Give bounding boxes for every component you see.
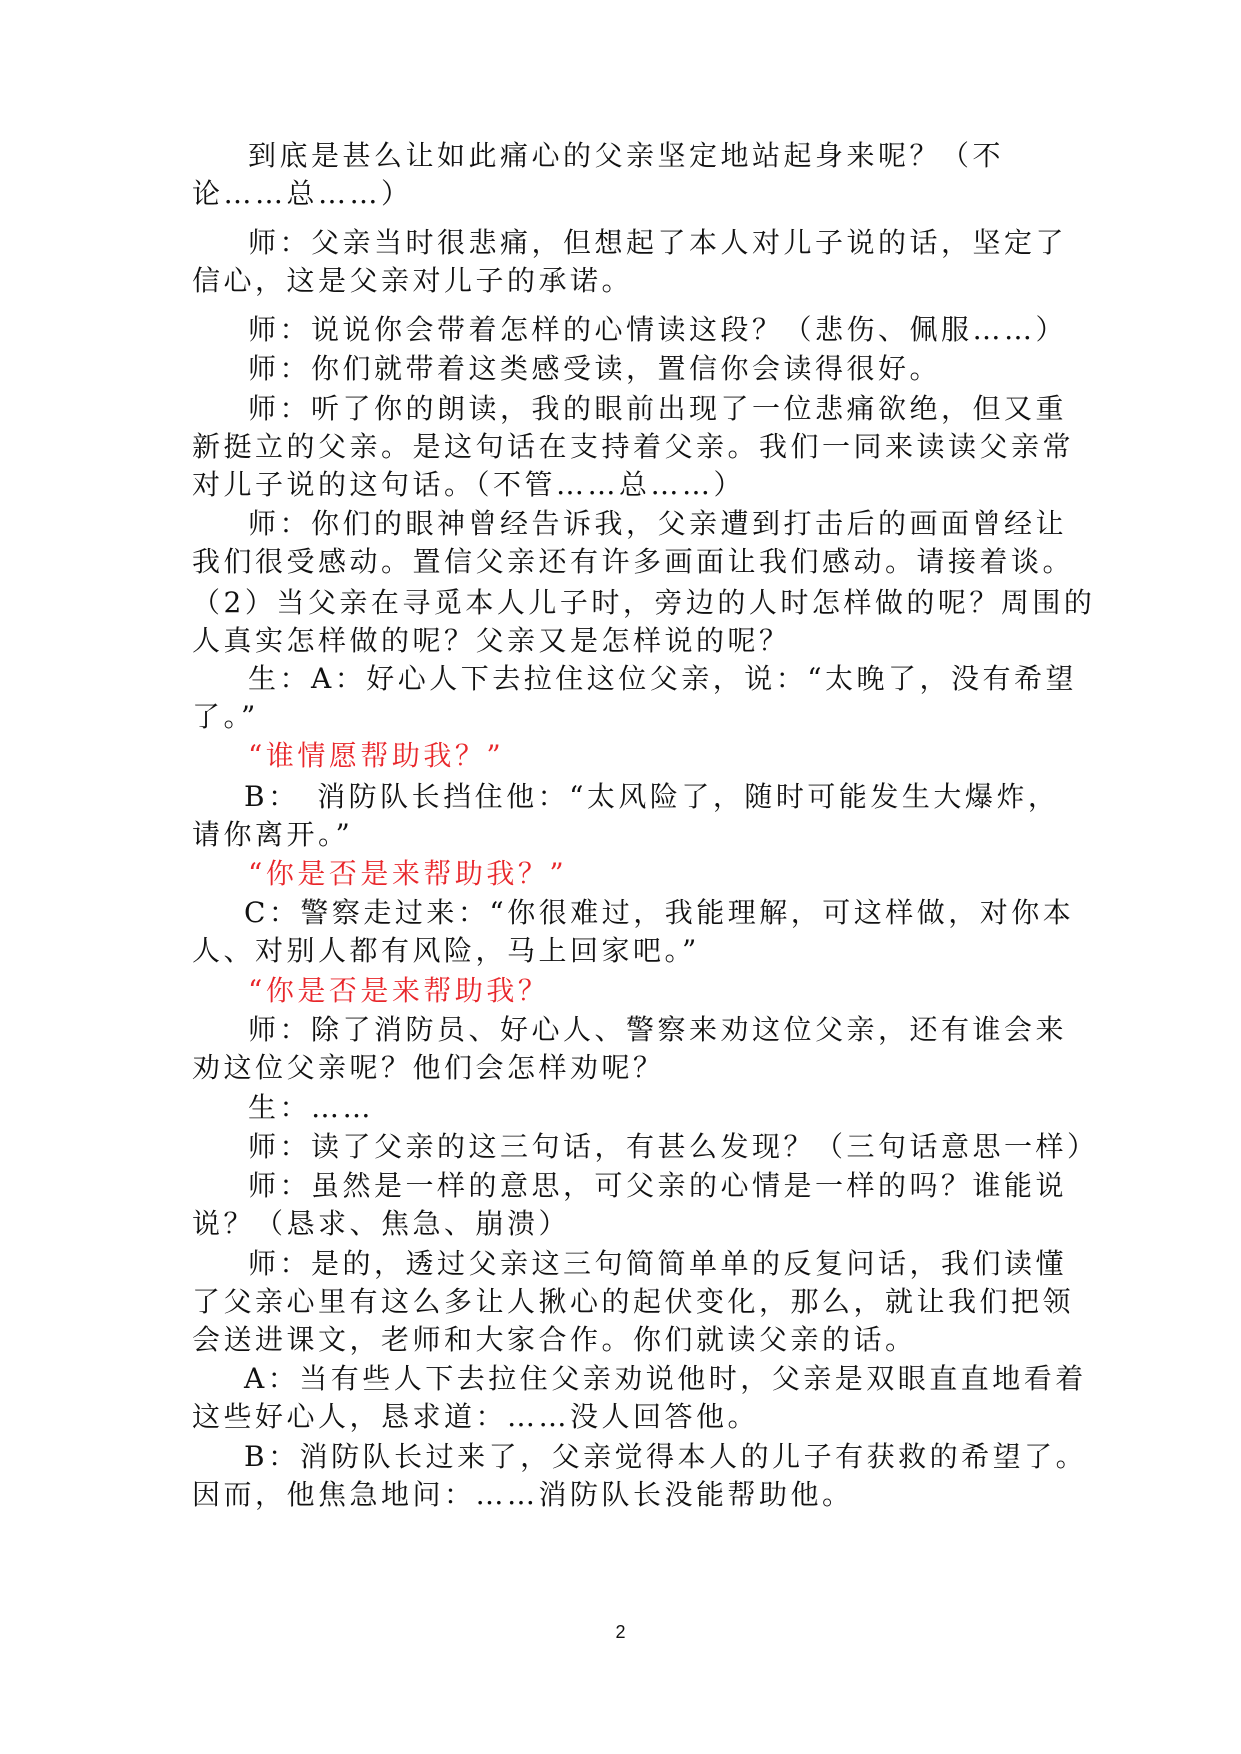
text-line: 劝这位父亲呢？他们会怎样劝呢？ [192,1051,665,1084]
paragraph-teacher [192,1245,1075,1359]
paragraph-teacher [192,224,1068,300]
paragraph-teacher [192,390,1075,504]
paragraph-teacher [192,1167,1068,1243]
paragraph-student [192,1089,1062,1127]
paragraph-question [192,137,1062,213]
text-line: 人、对别人都有风险，马上回家吧。” [192,934,700,967]
text-line: 说？（恳求、焦急、崩溃） [192,1207,571,1240]
paragraph-student [192,894,1075,970]
text-line: 生：…… [248,1091,375,1124]
text-line: 信心，这是父亲对儿子的承诺。 [192,264,634,297]
text-line: B：消防队长过来了，父亲觉得本人的儿子有获救的希望了。 [244,1440,1088,1473]
text-line: 论……总……） [192,177,413,210]
page-number: 2 [615,1622,626,1642]
text-line: 师：读了父亲的这三句话，有甚么发现？（三句话意思一样） [248,1130,1099,1163]
text-line: （2）当父亲在寻觅本人儿子时，旁边的人时怎样做的呢？周围的 [192,586,1096,619]
paragraph-student [192,778,1062,854]
paragraph-teacher [192,311,1068,349]
text-line: 对儿子说的这句话。（不管……总……） [192,468,746,501]
father-quote [192,855,1062,893]
text-line: 师：听了你的朗读，我的眼前出现了一位悲痛欲绝，但又重 [248,392,1068,425]
text-line: 会送进课文，老师和大家合作。你们就读父亲的话。 [192,1323,917,1356]
text-line: 到底是甚么让如此痛心的父亲坚定地站起身来呢？（不 [248,139,1005,172]
text-line: 师：除了消防员、好心人、警察来劝这位父亲，还有谁会来 [248,1013,1068,1046]
paragraph-teacher [192,1128,1099,1166]
text-line: 了。” [192,700,259,733]
paragraph-teacher [192,350,1062,388]
paragraph-question-2 [192,584,1096,660]
text-line: 了父亲心里有这么多让人揪心的起伏变化，那么，就让我们把领 [192,1285,1075,1318]
text-line: C：警察走过来：“你很难过，我能理解，可这样做，对你本 [244,896,1075,929]
text-line: 这些好心人，恳求道：……没人回答他。 [192,1400,760,1433]
paragraph-reading [192,1438,1088,1514]
paragraph-student [192,660,1078,736]
paragraph-reading [192,1360,1087,1436]
paragraph-teacher [192,505,1075,581]
text-line: A：当有些人下去拉住父亲劝说他时，父亲是双眼直直地看着 [244,1362,1087,1395]
text-line: “谁情愿帮助我？” [248,739,505,772]
text-line: 人真实怎样做的呢？父亲又是怎样说的呢？ [192,624,791,657]
text-line: 新挺立的父亲。是这句话在支持着父亲。我们一同来读读父亲常 [192,430,1075,463]
text-line: 因而，他焦急地问：……消防队长没能帮助他。 [192,1478,854,1511]
father-quote [192,737,1062,775]
text-line: 生：A：好心人下去拉住这位父亲，说：“太晚了，没有希望 [248,662,1078,695]
text-line: 师：是的，透过父亲这三句简简单单的反复问话，我们读懂 [248,1247,1068,1280]
text-line: 师：说说你会带着怎样的心情读这段？（悲伤、佩服……） [248,313,1068,346]
text-line: “你是否是来帮助我？ [248,974,550,1007]
text-line: B： 消防队长挡住他：“太风险了，随时可能发生大爆炸， [244,780,1060,813]
paragraph-teacher [192,1011,1068,1087]
text-line: “你是否是来帮助我？” [248,857,568,890]
text-line: 师：你们就带着这类感受读，置信你会读得很好。 [248,352,942,385]
father-quote [192,972,1062,1010]
text-line: 我们很受感动。置信父亲还有许多画面让我们感动。请接着谈。 [192,545,1075,578]
text-line: 师：虽然是一样的意思，可父亲的心情是一样的吗？谁能说 [248,1169,1068,1202]
text-line: 师：父亲当时很悲痛，但想起了本人对儿子说的话，坚定了 [248,226,1068,259]
text-line: 请你离开。” [192,818,354,851]
text-line: 师：你们的眼神曾经告诉我，父亲遭到打击后的画面曾经让 [248,507,1068,540]
